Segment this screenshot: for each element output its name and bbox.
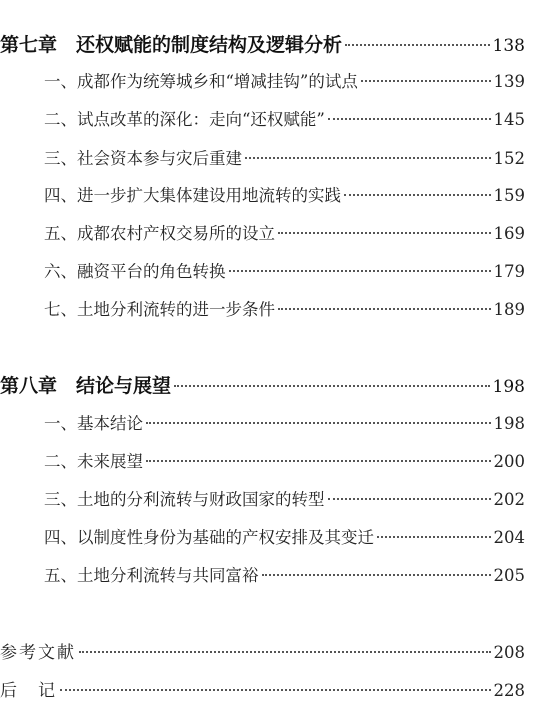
back-matter-title: 参考文献 (0, 643, 76, 663)
chapter-title: 第七章 还权赋能的制度结构及逻辑分析 (0, 34, 343, 56)
page-number: 145 (493, 110, 525, 129)
page-number: 205 (493, 566, 525, 585)
chapter-8-entry[interactable] (0, 371, 525, 398)
section-title: 二、未来展望 (44, 452, 143, 471)
section-entry[interactable] (0, 448, 525, 472)
dot-leader (344, 194, 491, 196)
section-title: 三、土地的分利流转与财政国家的转型 (44, 490, 325, 509)
section-title: 六、融资平台的角色转换 (44, 262, 226, 281)
dot-leader (278, 308, 491, 310)
page-number: 139 (493, 72, 525, 91)
afterword-entry[interactable] (0, 676, 525, 701)
dot-leader (174, 385, 490, 387)
section-title: 五、土地分利流转与共同富裕 (44, 566, 259, 585)
page-number: 152 (493, 149, 525, 168)
section-title: 二、试点改革的深化：走向“还权赋能” (44, 110, 325, 129)
dot-leader (328, 498, 491, 500)
section-entry[interactable] (0, 562, 525, 586)
dot-leader (229, 270, 491, 272)
dot-leader (345, 44, 490, 46)
section-title: 三、社会资本参与灾后重建 (44, 149, 242, 168)
section-entry[interactable] (0, 486, 525, 510)
section-entry[interactable] (0, 296, 525, 320)
section-entry[interactable] (0, 220, 525, 244)
section-title: 五、成都农村产权交易所的设立 (44, 224, 275, 243)
dot-leader (79, 651, 491, 653)
dot-leader (146, 422, 491, 424)
page-number: 200 (493, 452, 525, 471)
back-matter-title: 后 记 (0, 681, 57, 701)
section-title: 四、进一步扩大集体建设用地流转的实践 (44, 186, 341, 205)
page-number: 198 (492, 377, 525, 397)
chapter-7-entry[interactable] (0, 30, 525, 57)
section-entry[interactable] (0, 258, 525, 282)
page-number: 202 (493, 490, 525, 509)
dot-leader (361, 80, 491, 82)
dot-leader (262, 574, 491, 576)
section-entry[interactable] (0, 524, 525, 548)
section-title: 一、成都作为统筹城乡和“增减挂钩”的试点 (44, 72, 358, 91)
section-entry[interactable] (0, 68, 525, 92)
dot-leader (60, 689, 491, 691)
page-number: 228 (493, 681, 525, 700)
references-entry[interactable] (0, 638, 525, 663)
chapter-title: 第八章 结论与展望 (0, 375, 172, 397)
page-number: 159 (493, 186, 525, 205)
page-number: 189 (493, 300, 525, 319)
dot-leader (328, 118, 491, 120)
section-entry[interactable] (0, 145, 525, 169)
page-number: 169 (493, 224, 525, 243)
page-number: 208 (493, 643, 525, 662)
dot-leader (278, 232, 491, 234)
dot-leader (377, 536, 491, 538)
dot-leader (146, 460, 491, 462)
page-number: 138 (492, 36, 525, 56)
page-number: 204 (493, 528, 525, 547)
dot-leader (245, 157, 491, 159)
section-title: 四、以制度性身份为基础的产权安排及其变迁 (44, 528, 374, 547)
page-number: 198 (493, 414, 525, 433)
section-title: 七、土地分利流转的进一步条件 (44, 300, 275, 319)
section-entry[interactable] (0, 106, 525, 130)
section-entry[interactable] (0, 410, 525, 434)
page-number: 179 (493, 262, 525, 281)
section-entry[interactable] (0, 182, 525, 206)
section-title: 一、基本结论 (44, 414, 143, 433)
